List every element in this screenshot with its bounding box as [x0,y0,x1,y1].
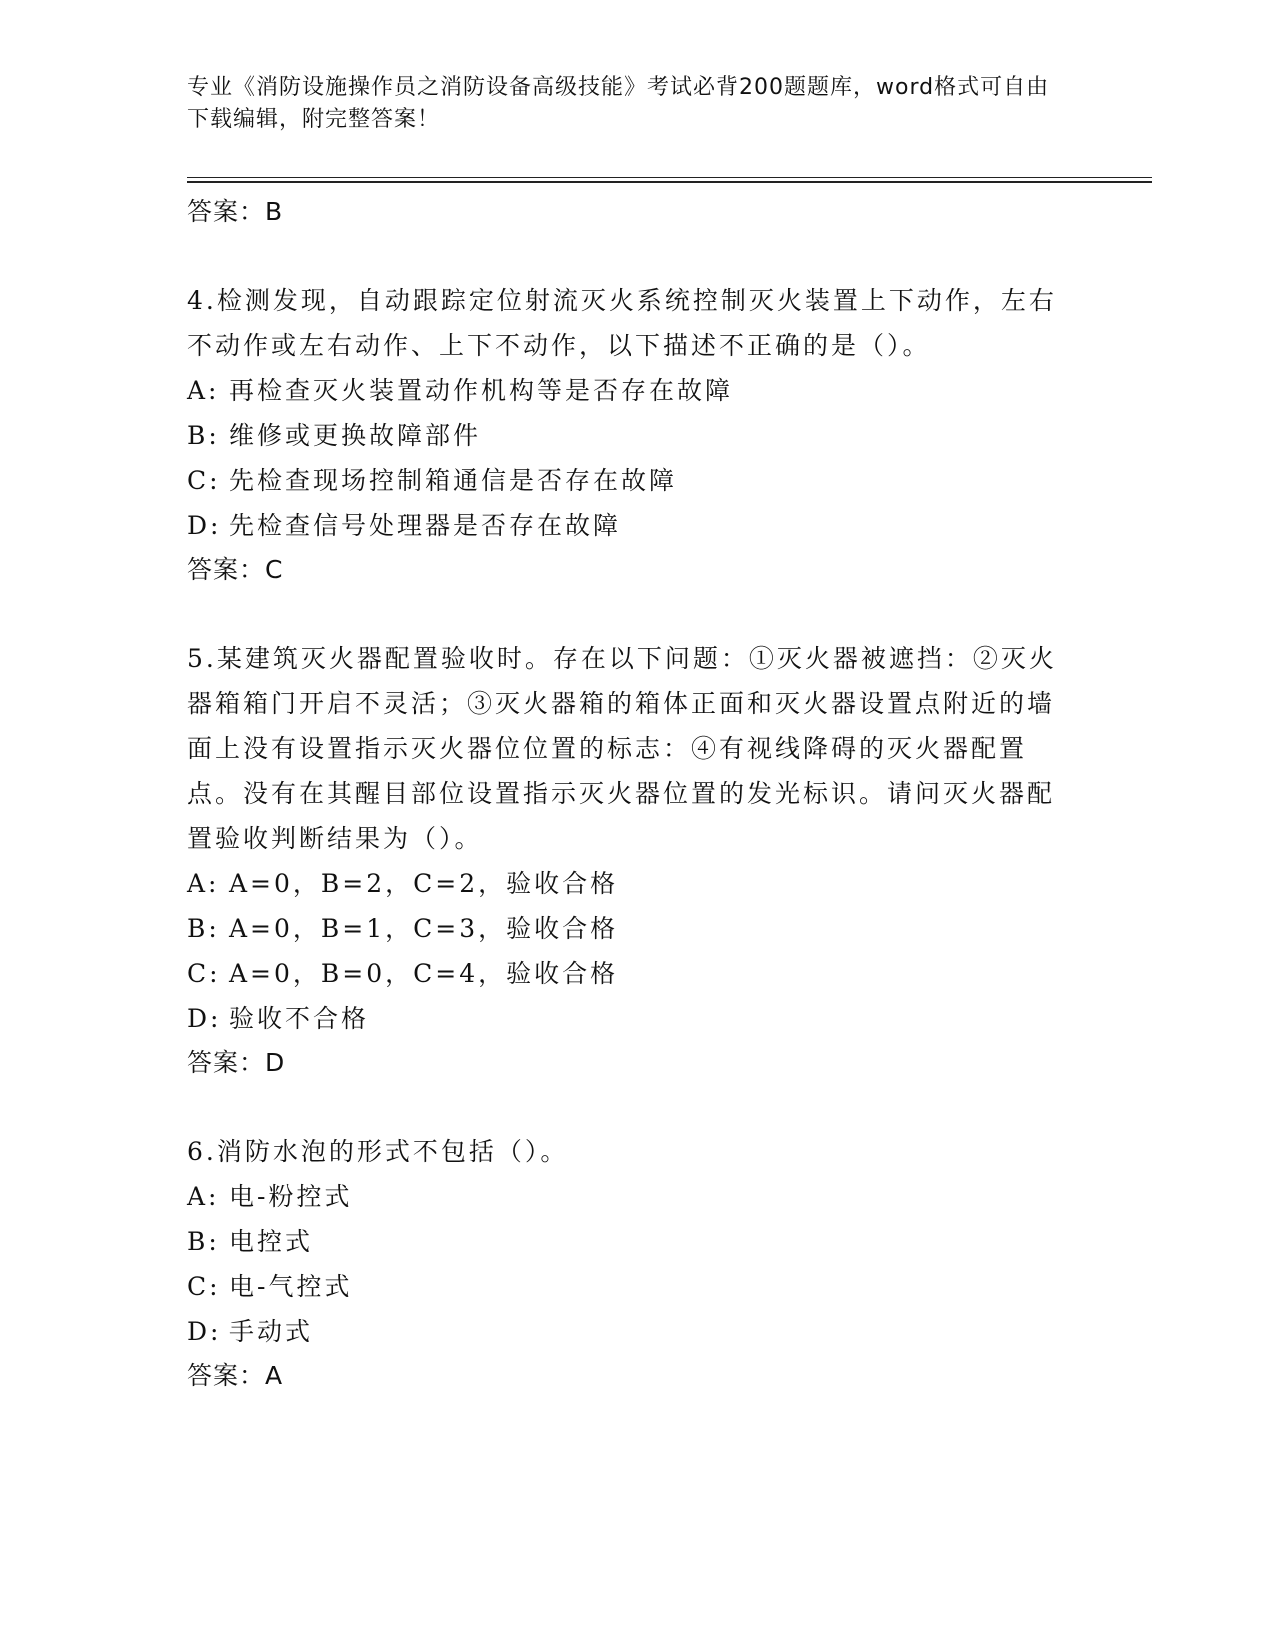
option-c [187,458,1067,503]
answer-q4: 答案：C [187,555,284,584]
option-letter: B: [187,914,220,943]
option-letter: D: [187,1004,222,1033]
spacer [187,234,1067,278]
question-4 [187,278,1067,592]
answer-q6: 答案：A [187,1361,284,1390]
option-text: 维修或更换故障部件 [229,421,482,450]
question-stem: 4.检测发现，自动跟踪定位射流灭火系统控制灭火装置上下动作，左右不动作或左右动作、上下不动作，以下描述不正确的是（）。 [187,286,1057,360]
option-text: 验收不合格 [229,1004,370,1033]
option-letter: B: [187,421,220,450]
option-letter: C: [187,959,221,988]
option-b [187,906,1067,951]
answer-q3: 答案：B [187,197,284,226]
option-letter: A: [187,869,220,898]
option-letter: C: [187,466,221,495]
option-d [187,503,1067,548]
option-a [187,861,1067,906]
option-b [187,413,1067,458]
option-letter: C: [187,1272,221,1301]
option-c [187,1264,1067,1309]
option-text: 电-气控式 [229,1272,353,1301]
page-header: 专业《消防设施操作员之消防设备高级技能》考试必背200题题库，word格式可自由下载编辑，附完整答案！ [187,75,1050,132]
question-6 [187,1129,1067,1398]
option-text: A=0，B=1，C=3，验收合格 [229,914,619,943]
option-text: A=0，B=0，C=4，验收合格 [229,959,619,988]
option-letter: A: [187,376,220,405]
question-stem: 6.消防水泡的形式不包括（）。 [187,1137,569,1166]
option-letter: D: [187,1317,222,1346]
option-b [187,1219,1067,1264]
option-letter: D: [187,511,222,540]
spacer [187,592,1067,636]
option-letter: B: [187,1227,220,1256]
option-text: 再检查灭火装置动作机构等是否存在故障 [229,376,734,405]
option-letter: A: [187,1182,220,1211]
spacer [187,1085,1067,1129]
option-text: 电控式 [229,1227,314,1256]
option-d [187,1309,1067,1354]
header-rule-thin [187,177,1152,178]
option-a [187,368,1067,413]
answer-q5: 答案：D [187,1048,286,1077]
option-text: 先检查信号处理器是否存在故障 [229,511,622,540]
header-rule-thick [187,181,1152,183]
option-a [187,1174,1067,1219]
option-d [187,996,1067,1041]
option-text: 电-粉控式 [229,1182,353,1211]
option-c [187,951,1067,996]
question-5 [187,636,1067,1085]
option-text: 先检查现场控制箱通信是否存在故障 [229,466,678,495]
question-stem: 5.某建筑灭火器配置验收时。存在以下问题：①灭火器被遮挡：②灭火器箱箱门开启不灵活；③灭火器箱的箱体正面和灭火器设置点附近的墙面上没有设置指示灭火器位位置的标志：④有视线降碍的灭火器配置点。没有在其醒目部位设置指示灭火器位置的发光标识。请问灭火器配置验收判断结果为（）。 [187,644,1057,853]
document-body [187,190,1067,1398]
option-text: 手动式 [229,1317,314,1346]
option-text: A=0，B=2，C=2，验收合格 [229,869,619,898]
